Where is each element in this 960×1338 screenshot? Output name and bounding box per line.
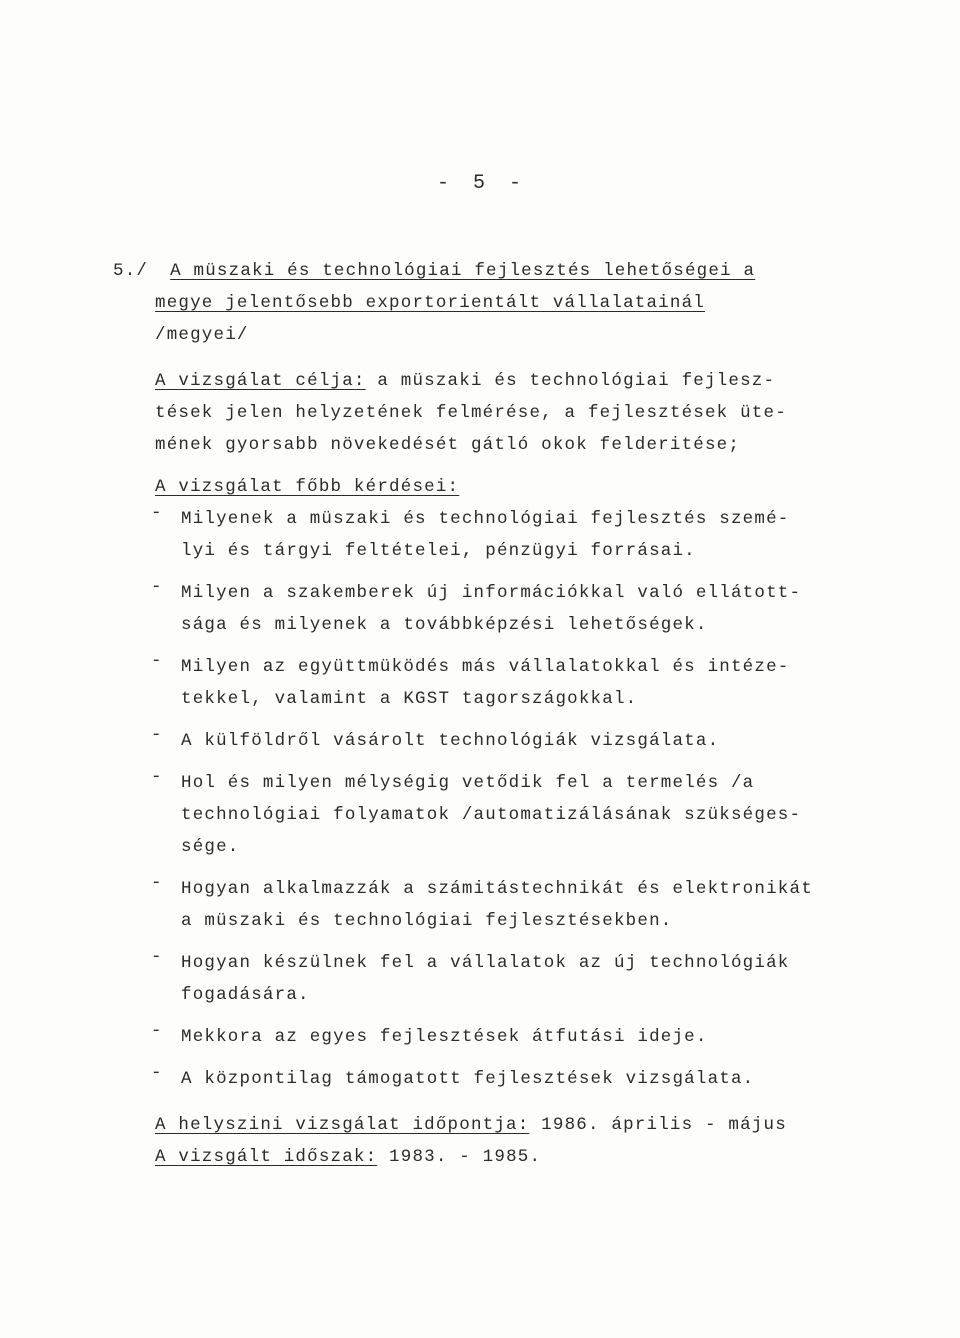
goal-line-3 xyxy=(113,429,823,461)
bullet-dash: - xyxy=(151,577,163,597)
question-item xyxy=(151,577,823,641)
question-line: Hogyan készülnek fel a vállalatok az új technológiák xyxy=(181,953,790,973)
goal-text-3: mének gyorsabb növekedését gátló okok felderitése; xyxy=(155,435,741,455)
question-item xyxy=(151,947,823,1011)
question-line: Milyen a szakemberek új információkkal való ellátott- xyxy=(181,583,802,603)
bullet-dash: - xyxy=(151,1021,163,1041)
goal-text-1: a müszaki és technológiai fejlesz- xyxy=(377,371,776,391)
bullet-dash: - xyxy=(151,767,163,787)
question-line: a müszaki és technológiai fejlesztésekben. xyxy=(181,911,673,931)
question-item xyxy=(151,651,823,715)
bullet-dash: - xyxy=(151,503,163,523)
question-line: A központilag támogatott fejlesztések vizsgálata. xyxy=(181,1069,755,1089)
period-value: 1983. - 1985. xyxy=(389,1147,542,1167)
goal-text-2: tések jelen helyzetének felmérése, a fejlesztések üte- xyxy=(155,403,787,423)
question-line: Mekkora az egyes fejlesztések átfutási ideje. xyxy=(181,1027,708,1047)
page-number-dash-left: - xyxy=(436,172,451,195)
question-line: technológiai folyamatok /automatizálásának szükséges- xyxy=(181,805,802,825)
section-number: 5./ xyxy=(113,261,149,281)
period-line xyxy=(113,1141,823,1173)
bullet-dash: - xyxy=(151,873,163,893)
question-item xyxy=(151,767,823,863)
page-number xyxy=(0,172,960,195)
section-title-part-1: A müszaki és technológiai fejlesztés lehetőségei a xyxy=(170,261,756,281)
document-body xyxy=(113,255,823,1173)
question-item xyxy=(151,503,823,567)
question-item xyxy=(151,873,823,937)
question-item xyxy=(151,1063,823,1095)
question-line: tekkel, valamint a KGST tagországokkal. xyxy=(181,689,638,709)
question-item xyxy=(151,725,823,757)
page-number-dash-right: - xyxy=(509,172,524,195)
bullet-dash: - xyxy=(151,947,163,967)
question-line: Milyen az együttmüködés más vállalatokkal és intéze- xyxy=(181,657,790,677)
onsite-label: A helyszini vizsgálat időpontja: xyxy=(155,1115,530,1135)
bullet-dash: - xyxy=(151,651,163,671)
goal-line-2 xyxy=(113,397,823,429)
bullet-dash: - xyxy=(151,725,163,745)
onsite-line xyxy=(113,1109,823,1141)
section-title-line-3 xyxy=(113,319,823,351)
section-title-line-1 xyxy=(113,255,823,287)
bullet-dash: - xyxy=(151,1063,163,1083)
question-line: lyi és tárgyi feltételei, pénzügyi forrásai. xyxy=(181,541,696,561)
question-line: Hol és milyen mélységig vetődik fel a termelés /a xyxy=(181,773,755,793)
question-line: Milyenek a müszaki és technológiai fejlesztés szemé- xyxy=(181,509,790,529)
question-item xyxy=(151,1021,823,1053)
questions-label: A vizsgálat főbb kérdései: xyxy=(155,477,460,497)
question-line: fogadására. xyxy=(181,985,310,1005)
section-title-part-3: /megyei/ xyxy=(155,325,249,345)
question-line: Hogyan alkalmazzák a számitástechnikát és elektronikát xyxy=(181,879,813,899)
goal-line-1 xyxy=(113,365,823,397)
period-label: A vizsgált időszak: xyxy=(155,1147,378,1167)
questions-heading xyxy=(113,471,823,503)
question-line: sága és milyenek a továbbképzési lehetőségek. xyxy=(181,615,708,635)
question-line: sége. xyxy=(181,837,240,857)
page-number-value: 5 xyxy=(472,172,487,195)
question-line: A külföldről vásárolt technológiák vizsgálata. xyxy=(181,731,720,751)
onsite-value: 1986. április - május xyxy=(541,1115,787,1135)
goal-label: A vizsgálat célja: xyxy=(155,371,366,391)
section-title-line-2 xyxy=(113,287,823,319)
questions-list xyxy=(113,503,823,1095)
section-title-part-2: megye jelentősebb exportorientált vállalatainál xyxy=(155,293,705,313)
